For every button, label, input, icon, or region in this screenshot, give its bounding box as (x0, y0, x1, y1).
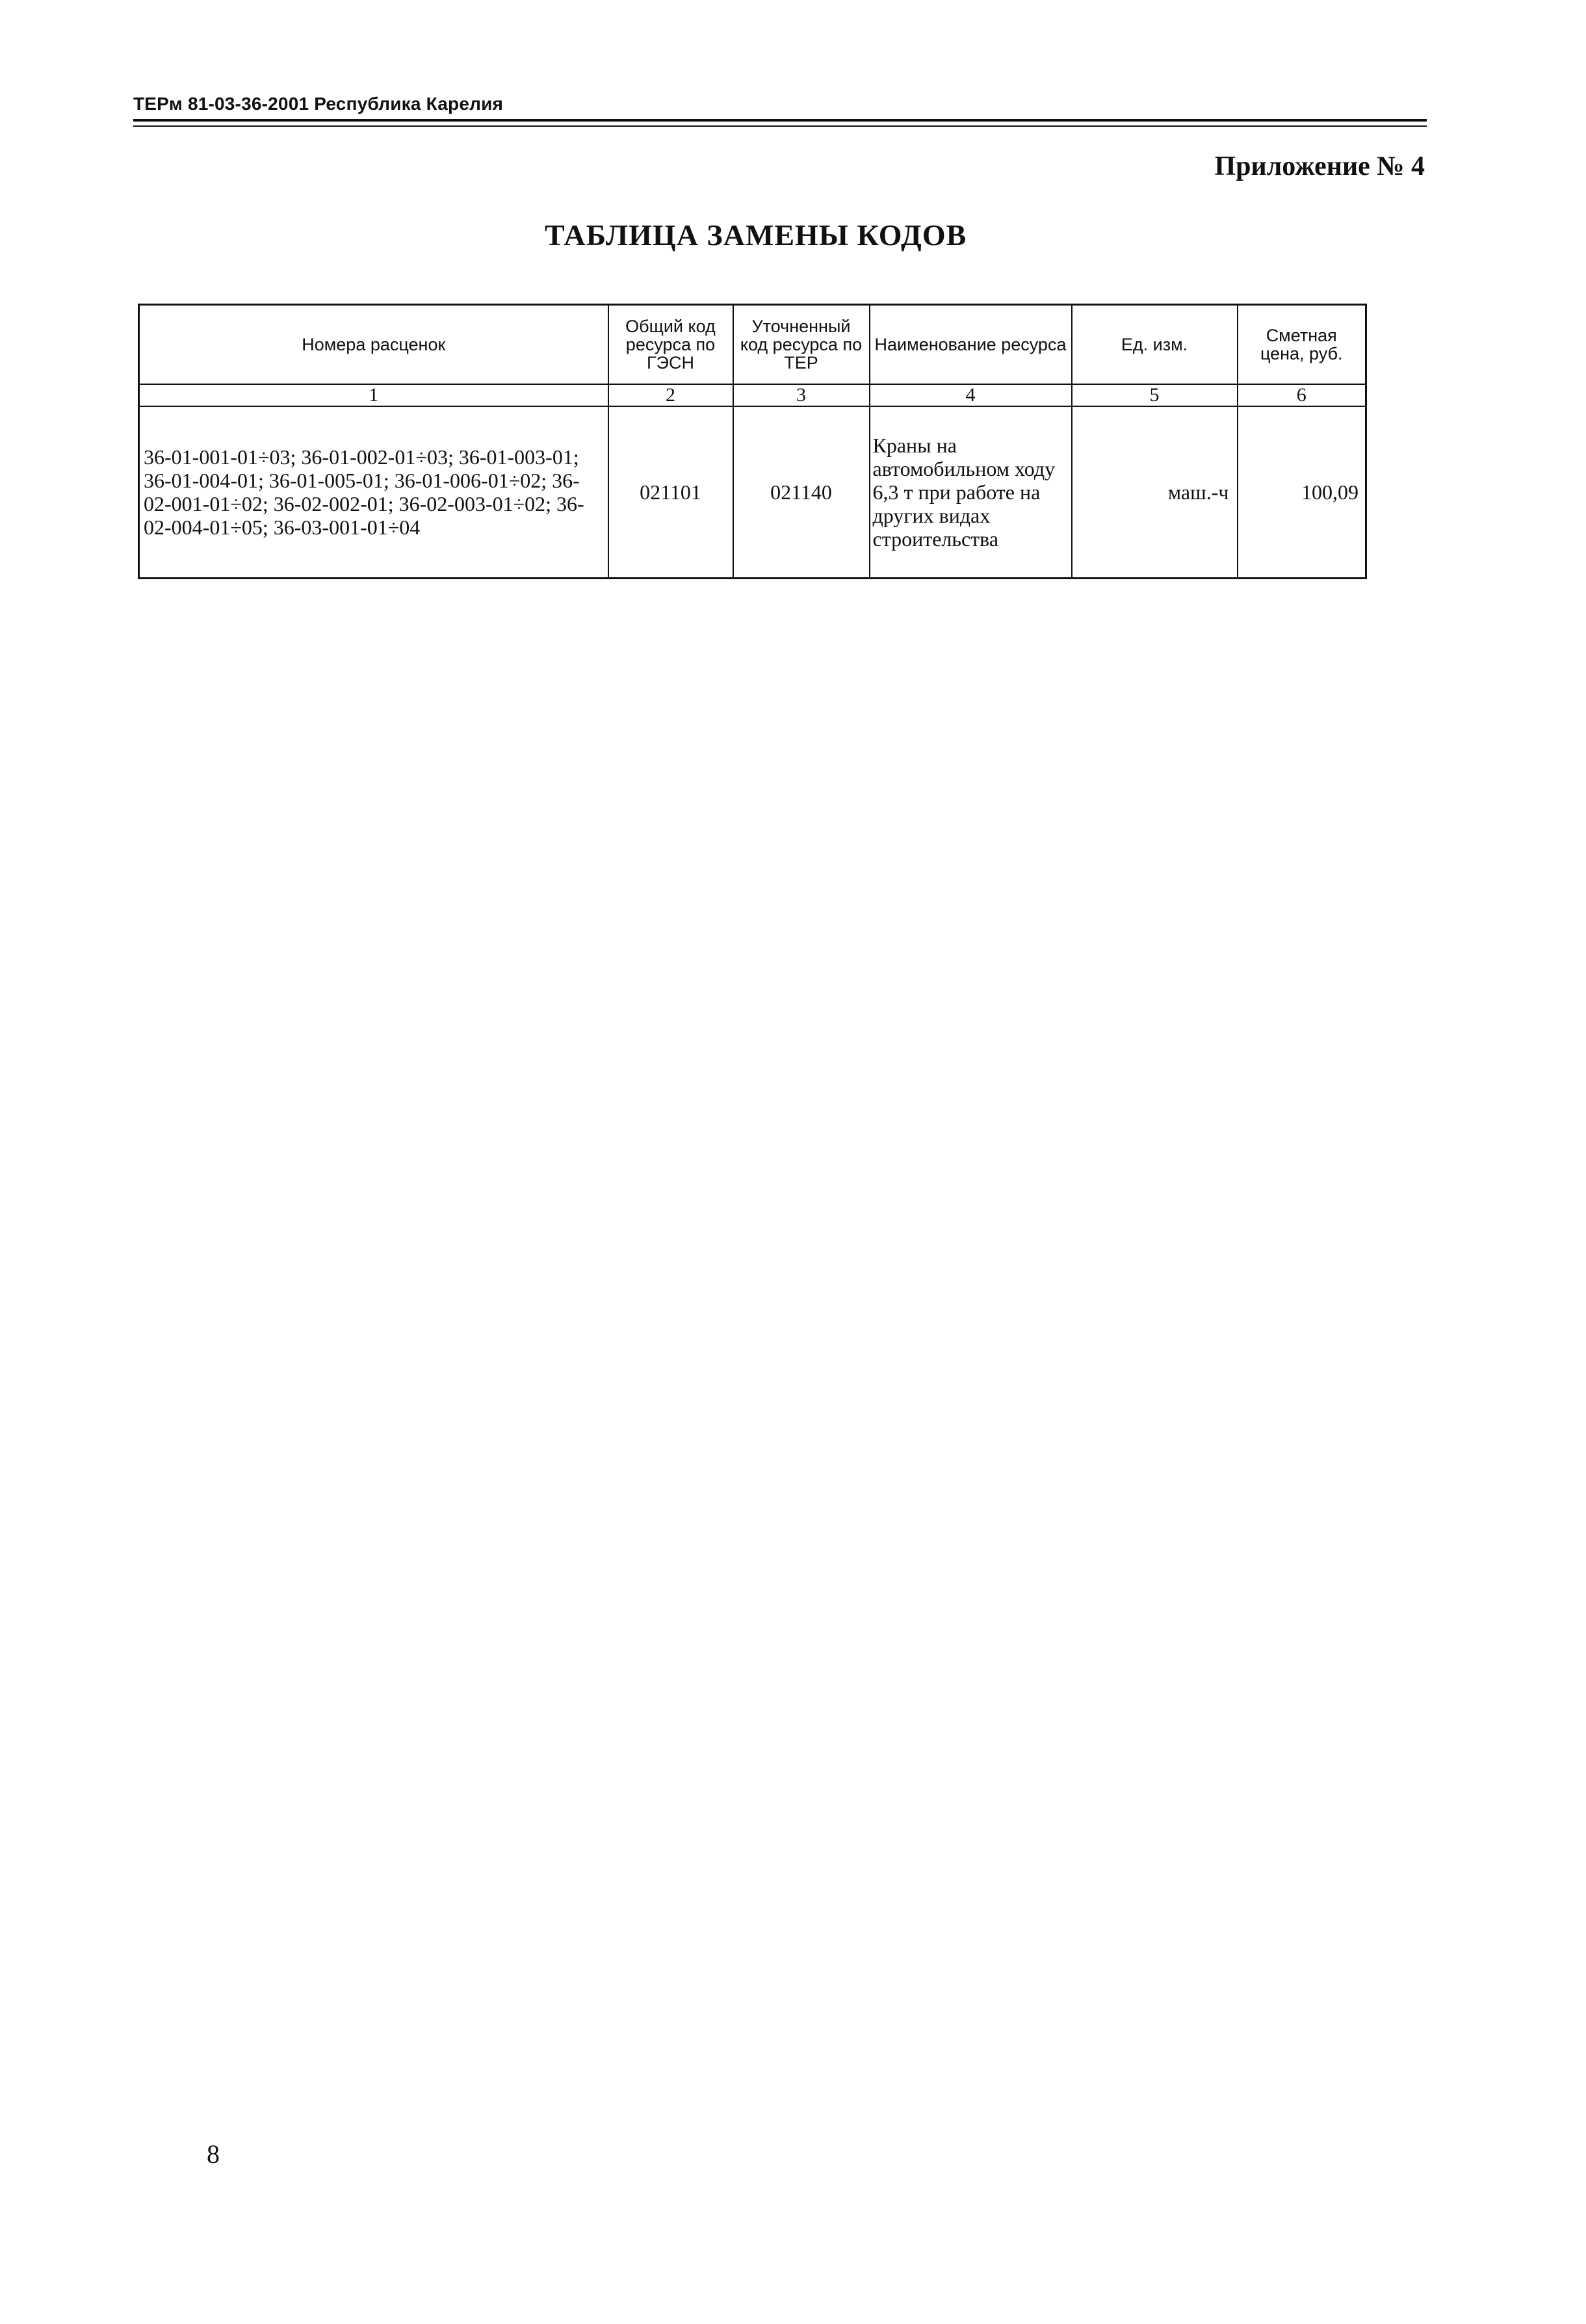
appendix-label: Приложение № 4 (1214, 151, 1425, 181)
page-title: ТАБЛИЦА ЗАМЕНЫ КОДОВ (545, 218, 967, 252)
resource-name-cell: Краны на автомобильном ходу 6,3 т при работе на других видах строительства (870, 406, 1072, 579)
rate-numbers-cell: 36-01-001-01÷03; 36-01-002-01÷03; 36-01-003-01; 36-01-004-01; 36-01-005-01; 36-01-006-01÷02; 36-02-001-01÷02; 36-02-002-01; 36-02-003-01÷02; 36-02-004-01÷05; 36-03-001-01÷04 (139, 406, 608, 579)
column-number: 2 (608, 384, 733, 406)
column-header-unit: Ед. изм. (1072, 305, 1238, 385)
code-replacement-table (138, 304, 1367, 579)
column-number: 1 (139, 384, 608, 406)
ter-code-cell: 021140 (733, 406, 870, 579)
column-number: 4 (870, 384, 1072, 406)
table-row (139, 406, 1366, 579)
column-header-rate-numbers: Номера расценок (139, 305, 608, 385)
column-number-row (139, 384, 1366, 406)
gesn-code-cell: 021101 (608, 406, 733, 579)
column-header-price: Сметная цена, руб. (1238, 305, 1366, 385)
column-number: 5 (1072, 384, 1238, 406)
unit-cell: маш.-ч (1072, 406, 1238, 579)
table-header-row (139, 305, 1366, 385)
column-header-gesn-code: Общий код ресурса по ГЭСН (608, 305, 733, 385)
running-header: ТЕРм 81-03-36-2001 Республика Карелия (133, 94, 504, 114)
header-rule (133, 119, 1427, 122)
page-number: 8 (207, 2139, 220, 2169)
header-rule-thin (133, 125, 1427, 127)
column-header-resource-name: Наименование ресурса (870, 305, 1072, 385)
column-header-ter-code: Уточненный код ресурса по ТЕР (733, 305, 870, 385)
price-cell: 100,09 (1238, 406, 1366, 579)
column-number: 6 (1238, 384, 1366, 406)
column-number: 3 (733, 384, 870, 406)
